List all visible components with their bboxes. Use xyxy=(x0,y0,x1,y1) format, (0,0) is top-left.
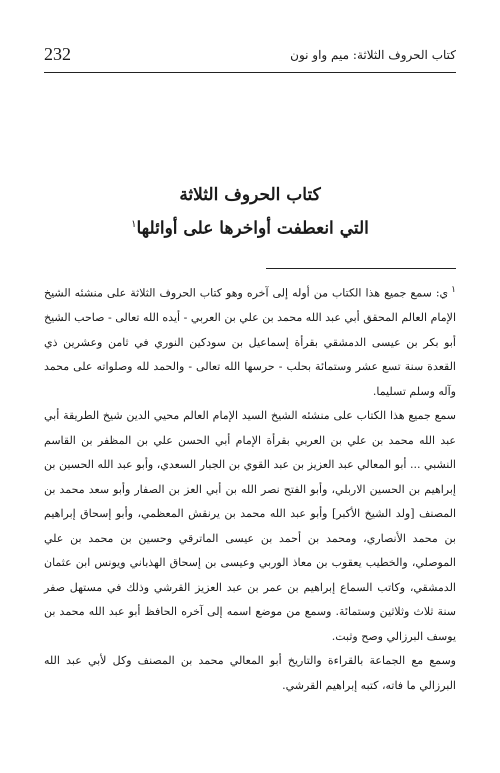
chapter-title-line-2 xyxy=(44,210,456,244)
chapter-title xyxy=(44,180,456,244)
footnote-reference: ١ xyxy=(131,219,137,230)
chapter-title-line-1: كتاب الحروف الثلاثة xyxy=(179,185,321,205)
running-title: كتاب الحروف الثلاثة: ميم واو نون xyxy=(290,48,456,62)
footnote-paragraph-1 xyxy=(44,278,456,404)
footnote-paragraph-3: وسمع مع الجماعة بالقراءة والتاريخ أبو المعالي محمد بن المصنف وكل لأبي عبد الله البرزالي ما فاته، كتبه إبراهيم القرشي. xyxy=(44,654,456,692)
footnote-paragraph-1-text: ي: سمع جميع هذا الكتاب من أوله إلى آخره وهو كتاب الحروف الثلاثة على منشئه الشيخ الإمام العالم المحقق أبي عبد الله محمد بن علي بن العربي - أيده الله تعالى - صاحب الشيخ أبو بكر بن عيسى الدمشقي بقرأة إسماعيل بن سودكين النوري في ثامن وعشرين ذي القعدة سنة تسع عشر وستمائة بحلب - حرسها الله تعالى - والحمد لله وصلواته على محمد وآله وسلم تسليما. xyxy=(44,286,456,398)
footnote-paragraph-2: سمع جميع هذا الكتاب على منشئه الشيخ السيد الإمام العالم محيي الدين شيخ الطريقة أبي عبد الله محمد بن علي بن العربي بقرأة الإمام أبي الحسن علي بن المظفر بن القاسم النشبي ... أبو المعالي عبد العزيز بن عبد القوي بن الجبار السعدي، وأبو عبد الله الحسين بن إبراهيم بن الحسين الاربلي، وأبو الفتح نصر الله بن أبي العز بن الصفار وأبو سعد محمد بن المصنف [ولد الشيخ الأكبر] وأبو عبد الله محمد بن يرنقش المعظمي، وأبو إسحاق إبراهيم بن محمد الأنصاري، ومحمد بن أحمد بن عيسى الماترقي وحسين بن محمد بن علي الموصلي، والخطيب يعقوب بن معاذ الوربي وعيسى بن إسحاق الهذباني ويونس ابن عثمان الدمشقي، وكاتب السماع إبراهيم بن عمر بن عبد العزيز القرشي وذلك في مستهل صفر سنة ثلاث وثلاثين وستمائة. وسمع من موضع اسمه إلى آخره الحافظ أبو عبد الله محمد بن يوسف البرزالي وصح وثبت. xyxy=(44,409,456,643)
page-number: 232 xyxy=(44,44,71,64)
footnote-body xyxy=(44,278,456,698)
chapter-title-line-2-text: التي انعطفت أواخرها على أوائلها xyxy=(136,218,369,239)
footnote-divider xyxy=(266,268,456,269)
page-header xyxy=(44,40,456,73)
footnote-mark: ١ xyxy=(451,285,456,295)
